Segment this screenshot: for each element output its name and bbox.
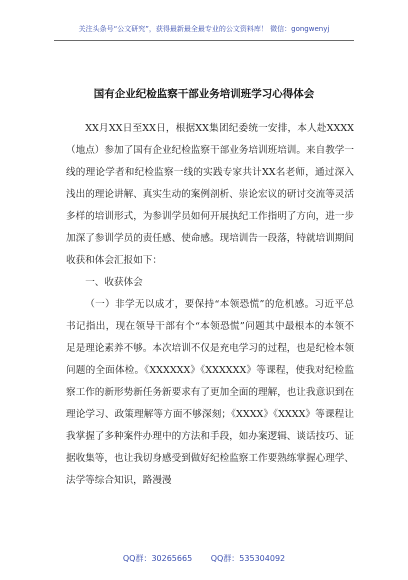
footer-qq-group-1: QQ群：30265665: [122, 554, 193, 563]
paragraph-section-1: （一）非学无以成才，要保持“本领恐慌”的危机感。习近平总书记指出，现在领导干部有个“本领恐慌”问题其中最根本的本领不足是理论素养不够。本次培训不仅是充电学习的过程，也是纪检本领问题的全面体检。《XXXXXX》《XXXXXX》等课程，使我对纪检监察工作的新形势新任务新要求有了更加全面的理解，也让我意识到在理论学习、政策理解等方面不够深刻；《XXXX》《XXXX》等课程让我掌握了多种案件办理中的方法和手段，如办案逻辑、谈话技巧、证据收集等，也让我切身感受到做好纪检监察工作要熟练掌握心理学、法学等综合知识，路漫漫: [66, 299, 354, 486]
document-body: [66, 118, 354, 492]
document-title: 国有企业纪检监察干部业务培训班学习心得体会: [93, 88, 315, 100]
footer-qq-group-2: QQ群：535304092: [210, 554, 286, 563]
paragraph-intro: XX月XX日至XX日，根据XX集团纪委统一安排，本人赴XXXX（地点）参加了国有企业纪检监察干部业务培训班培训。来自教学一线的理论学者和纪检监察一线的实践专家共计XX名老师，通过深入浅出的理论讲解、真实生动的案例剖析、崇论宏议的研讨交流等灵活多样的培训形式，为参训学员如何开展执纪工作指明了方向，进一步加深了参训学员的责任感、使命感。现培训告一段落，特就培训期间收获和体会汇报如下：: [66, 123, 354, 266]
footer-contact: [0, 553, 408, 564]
header-divider: [54, 40, 354, 41]
section-heading: 一、收获体会: [85, 277, 143, 288]
promo-header: 关注头条号“公文研究”，获得最新最全最专业的公文资料库！ 微信：gongwenyj: [78, 25, 330, 33]
